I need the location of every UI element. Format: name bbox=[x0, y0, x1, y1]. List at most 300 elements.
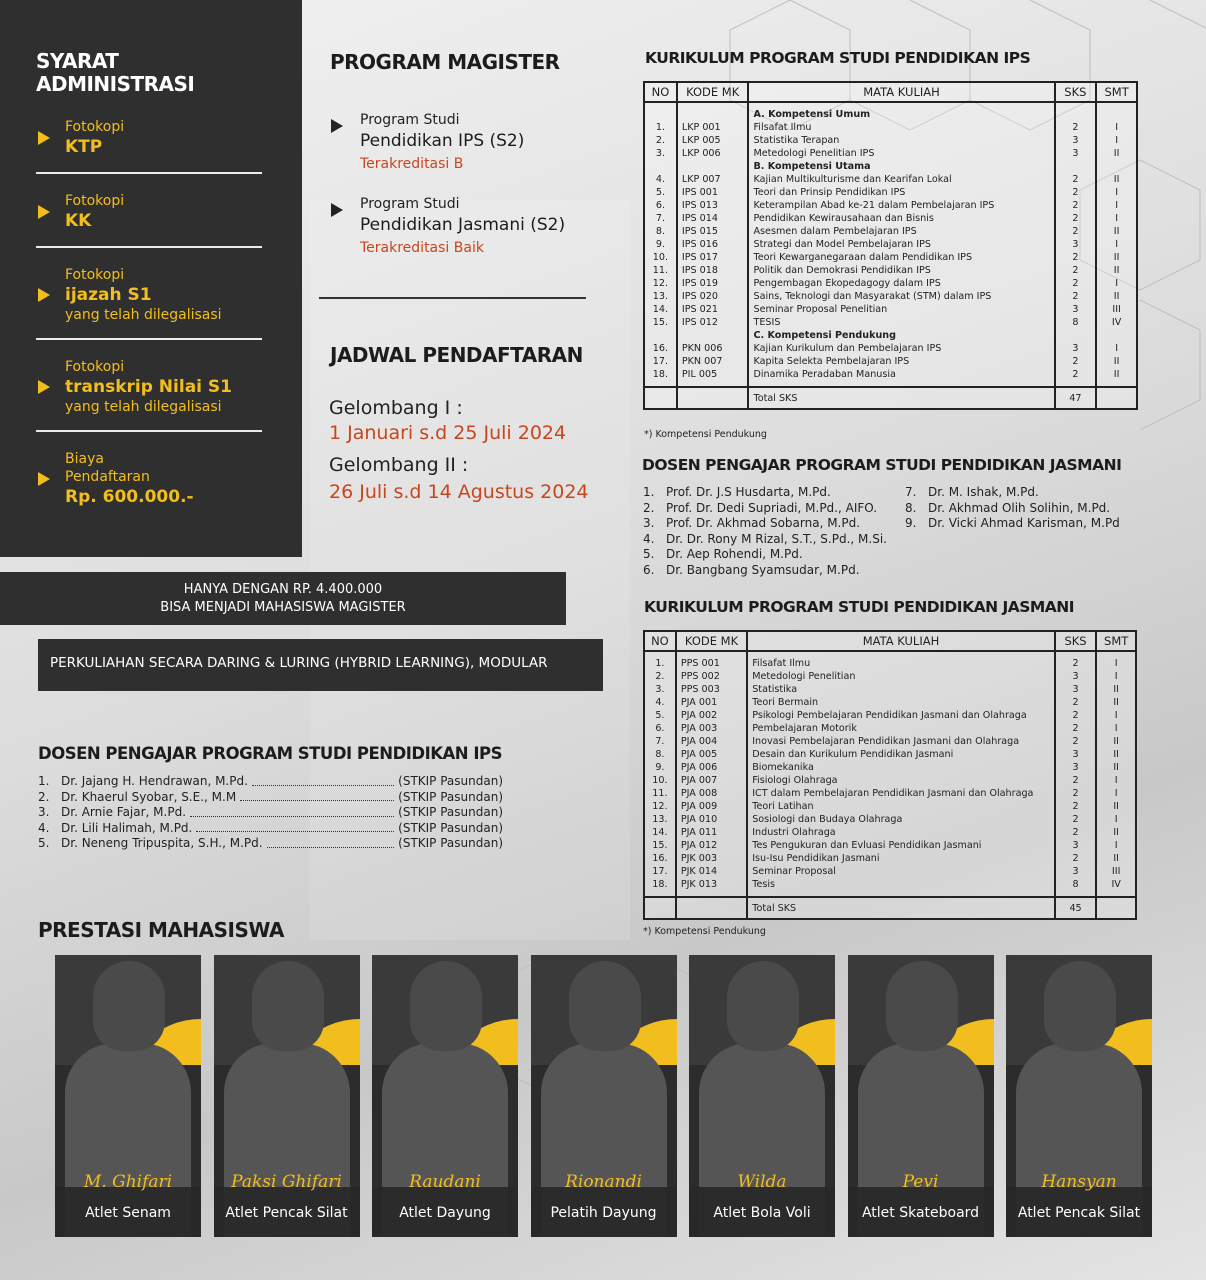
dosen-affiliation: (STKIP Pasundan) bbox=[398, 789, 503, 804]
cell-kode: PJA 011 bbox=[676, 826, 747, 839]
dosen-name: Dr. Bangbang Syamsudar, M.Pd. bbox=[666, 562, 860, 577]
cell-kode: PJA 012 bbox=[676, 839, 747, 852]
athlete-head-photo bbox=[252, 961, 324, 1051]
arrow-right-icon bbox=[38, 380, 50, 394]
total-label: Total SKS bbox=[748, 387, 1054, 409]
hybrid-banner: PERKULIAHAN SECARA DARING & LURING (HYBRID LEARNING), MODULAR bbox=[38, 639, 603, 691]
cell-sks: 2 bbox=[1055, 251, 1097, 264]
program-item-ips bbox=[331, 111, 591, 175]
table-header: KODE MK bbox=[677, 82, 749, 102]
syarat-item-line2: transkrip Nilai S1 bbox=[65, 377, 232, 397]
group-heading: A. Kompetensi Umum bbox=[748, 108, 1054, 121]
program-akreditasi: Terakreditasi Baik bbox=[360, 240, 484, 256]
prestasi-card bbox=[214, 955, 360, 1237]
dosen-name: Dr. Aep Rohendi, M.Pd. bbox=[666, 547, 803, 561]
card-name-signature: M. Ghifari bbox=[83, 1172, 173, 1192]
cell-no: 8. bbox=[644, 748, 676, 761]
cell-mata-kuliah: Tes Pengukuran dan Evluasi Pendidikan Jasmani bbox=[747, 839, 1055, 852]
total-value: 47 bbox=[1055, 387, 1097, 409]
dosen-number: 9. bbox=[905, 516, 917, 530]
cell-kode: IPS 012 bbox=[677, 316, 749, 329]
table-header: MATA KULIAH bbox=[748, 82, 1054, 102]
table-total-row bbox=[644, 387, 1137, 409]
cell-no: 7. bbox=[644, 212, 677, 225]
table-row bbox=[644, 277, 1137, 290]
kur-jas-table-wrap bbox=[643, 630, 1137, 920]
cell-no: 3. bbox=[644, 683, 676, 696]
syarat-item-line1: Biaya bbox=[65, 451, 104, 467]
arrow-right-icon bbox=[331, 119, 343, 133]
prestasi-card bbox=[531, 955, 677, 1237]
cell-empty bbox=[644, 108, 677, 121]
cell-kode: LKP 005 bbox=[677, 134, 749, 147]
kur-jas-title: KURIKULUM PROGRAM STUDI PENDIDIKAN JASMANI bbox=[644, 598, 1075, 616]
cell-sks: 2 bbox=[1055, 787, 1097, 800]
dosen-number: 8. bbox=[905, 500, 917, 515]
dosen-row bbox=[38, 821, 503, 837]
table-row bbox=[644, 290, 1137, 303]
athlete-head-photo bbox=[727, 961, 799, 1051]
table-row bbox=[644, 368, 1137, 381]
dosen-name: Prof. Dr. J.S Husdarta, M.Pd. bbox=[666, 485, 831, 499]
table-header: NO bbox=[644, 631, 676, 651]
cell-empty bbox=[677, 329, 749, 342]
table-row bbox=[644, 160, 1137, 173]
table-header: KODE MK bbox=[676, 631, 747, 651]
cell-sks: 8 bbox=[1055, 316, 1097, 329]
program-label: Program Studi bbox=[360, 112, 460, 128]
cell-kode: IPS 001 bbox=[677, 186, 749, 199]
syarat-panel bbox=[0, 0, 302, 557]
program-item-jasmani bbox=[331, 195, 591, 259]
table-header: SKS bbox=[1055, 82, 1097, 102]
cell-kode: PJA 008 bbox=[676, 787, 747, 800]
cell-no: 4. bbox=[644, 696, 676, 709]
dosen-row bbox=[38, 774, 503, 790]
cell-mata-kuliah: Politik dan Demokrasi Pendidikan IPS bbox=[748, 264, 1054, 277]
cell-sks: 3 bbox=[1055, 147, 1097, 160]
cell-sks: 3 bbox=[1055, 303, 1097, 316]
table-row bbox=[644, 199, 1137, 212]
syarat-item-line2: Pendaftaran bbox=[65, 469, 150, 485]
dosen-row bbox=[643, 532, 905, 548]
cell-no: 5. bbox=[644, 709, 676, 722]
cell-sks: 2 bbox=[1055, 225, 1097, 238]
dosen-name: Dr. Arnie Fajar, M.Pd. bbox=[61, 805, 187, 819]
jadwal-title: JADWAL PENDAFTARAN bbox=[330, 343, 583, 367]
cell-empty bbox=[1055, 329, 1097, 342]
cell-mata-kuliah: Kajian Multikulturisme dan Kearifan Lokal bbox=[748, 173, 1054, 186]
table-row bbox=[644, 657, 1136, 670]
syarat-item-line1: Fotokopi bbox=[65, 119, 125, 135]
cell-smt: I bbox=[1096, 722, 1136, 735]
syarat-item-line2: KTP bbox=[65, 137, 103, 157]
cell-kode: PJA 002 bbox=[676, 709, 747, 722]
cell-sks: 3 bbox=[1055, 865, 1097, 878]
dosen-number: 1. bbox=[643, 485, 655, 499]
card-name-signature: Wilda bbox=[737, 1172, 787, 1192]
cell-empty bbox=[1096, 108, 1137, 121]
cell-no: 10. bbox=[644, 774, 676, 787]
athlete-head-photo bbox=[886, 961, 958, 1051]
cell-smt: IV bbox=[1096, 316, 1137, 329]
dosen-ips-title: DOSEN PENGAJAR PROGRAM STUDI PENDIDIKAN IPS bbox=[38, 744, 502, 763]
cell-mata-kuliah: Seminar Proposal bbox=[747, 865, 1055, 878]
dosen-number: 2. bbox=[38, 789, 50, 804]
cell-sks: 2 bbox=[1055, 800, 1097, 813]
cell-no: 15. bbox=[644, 316, 677, 329]
dosen-name: Dr. Akhmad Olih Solihin, M.Pd. bbox=[928, 500, 1111, 515]
card-role: Atlet Bola Voli bbox=[689, 1187, 835, 1237]
table-row bbox=[644, 108, 1137, 121]
cell-no: 10. bbox=[644, 251, 677, 264]
cell-no: 14. bbox=[644, 826, 676, 839]
table-row bbox=[644, 865, 1136, 878]
cell-sks: 2 bbox=[1055, 813, 1097, 826]
table-row bbox=[644, 852, 1136, 865]
cell-empty bbox=[1055, 160, 1097, 173]
prestasi-card bbox=[1006, 955, 1152, 1237]
price-line-1: HANYA DENGAN RP. 4.400.000 bbox=[183, 582, 383, 597]
cell-sks: 2 bbox=[1055, 173, 1097, 186]
cell-mata-kuliah: Keterampilan Abad ke-21 dalam Pembelajaran IPS bbox=[748, 199, 1054, 212]
prestasi-card bbox=[848, 955, 994, 1237]
cell-no: 17. bbox=[644, 865, 676, 878]
table-row bbox=[644, 722, 1136, 735]
dosen-row bbox=[905, 501, 1120, 517]
table-row bbox=[644, 186, 1137, 199]
dosen-number: 3. bbox=[38, 805, 50, 819]
program-label: Program Studi bbox=[360, 196, 460, 212]
syarat-item-line1: Fotokopi bbox=[65, 267, 125, 283]
table-row bbox=[644, 761, 1136, 774]
athlete-head-photo bbox=[93, 961, 165, 1051]
cell-no: 9. bbox=[644, 761, 676, 774]
cell-no: 5. bbox=[644, 186, 677, 199]
table-row bbox=[644, 238, 1137, 251]
cell-sks: 2 bbox=[1055, 368, 1097, 381]
cell-smt: II bbox=[1096, 800, 1136, 813]
dosen-row bbox=[38, 790, 503, 806]
cell-smt: I bbox=[1096, 670, 1136, 683]
table-row bbox=[644, 826, 1136, 839]
dosen-number: 6. bbox=[643, 562, 655, 577]
arrow-right-icon bbox=[331, 203, 343, 217]
athlete-head-photo bbox=[410, 961, 482, 1051]
table-row bbox=[644, 787, 1136, 800]
table-header: SMT bbox=[1096, 631, 1136, 651]
cell-smt: II bbox=[1096, 264, 1137, 277]
dosen-name: Dr. M. Ishak, M.Pd. bbox=[928, 485, 1039, 499]
cell-smt: II bbox=[1096, 251, 1137, 264]
table-row bbox=[644, 748, 1136, 761]
cell-kode: PJA 004 bbox=[676, 735, 747, 748]
cell-mata-kuliah: Isu-Isu Pendidikan Jasmani bbox=[747, 852, 1055, 865]
cell-no: 9. bbox=[644, 238, 677, 251]
dotted-leader bbox=[190, 805, 394, 817]
cell-kode: PJK 014 bbox=[676, 865, 747, 878]
cell-smt: III bbox=[1096, 303, 1137, 316]
cell-kode: PJA 003 bbox=[676, 722, 747, 735]
card-name-signature: Rionandi bbox=[565, 1172, 642, 1192]
syarat-item-line3: yang telah dilegalisasi bbox=[65, 307, 222, 323]
cell-sks: 2 bbox=[1055, 696, 1097, 709]
cell-sks: 2 bbox=[1055, 355, 1097, 368]
program-title: PROGRAM MAGISTER bbox=[330, 50, 560, 74]
prestasi-card bbox=[689, 955, 835, 1237]
cell-kode: PPS 003 bbox=[676, 683, 747, 696]
syarat-item-line3: Rp. 600.000.- bbox=[65, 487, 194, 507]
table-row bbox=[644, 212, 1137, 225]
total-label: Total SKS bbox=[747, 897, 1055, 919]
cell-empty bbox=[644, 897, 676, 919]
cell-kode: LKP 006 bbox=[677, 147, 749, 160]
dotted-leader bbox=[267, 836, 395, 848]
cell-mata-kuliah: Filsafat Ilmu bbox=[747, 657, 1055, 670]
athlete-head-photo bbox=[569, 961, 641, 1051]
dosen-name: Dr. Khaerul Syobar, S.E., M.M bbox=[61, 789, 237, 804]
dosen-row bbox=[38, 836, 503, 852]
cell-mata-kuliah: Sains, Teknologi dan Masyarakat (STM) dalam IPS bbox=[748, 290, 1054, 303]
cell-no: 13. bbox=[644, 813, 676, 826]
cell-sks: 2 bbox=[1055, 852, 1097, 865]
cell-sks: 8 bbox=[1055, 878, 1097, 891]
cell-smt: I bbox=[1096, 199, 1137, 212]
cell-mata-kuliah: Metedologi Penelitian IPS bbox=[748, 147, 1054, 160]
dosen-number: 4. bbox=[38, 820, 50, 835]
dosen-row bbox=[905, 516, 1120, 532]
cell-kode: IPS 017 bbox=[677, 251, 749, 264]
cell-sks: 3 bbox=[1055, 134, 1097, 147]
cell-kode: IPS 013 bbox=[677, 199, 749, 212]
cell-kode: IPS 016 bbox=[677, 238, 749, 251]
syarat-item-line1: Fotokopi bbox=[65, 359, 125, 375]
syarat-item bbox=[36, 262, 262, 340]
cell-mata-kuliah: Kajian Kurikulum dan Pembelajaran IPS bbox=[748, 342, 1054, 355]
cell-smt: I bbox=[1096, 657, 1136, 670]
dosen-row bbox=[38, 805, 503, 821]
table-row bbox=[644, 342, 1137, 355]
cell-mata-kuliah: Metedologi Penelitian bbox=[747, 670, 1055, 683]
cell-mata-kuliah: Pengembagan Ekopedagogy dalam IPS bbox=[748, 277, 1054, 290]
cell-no: 7. bbox=[644, 735, 676, 748]
cell-empty bbox=[1096, 897, 1136, 919]
cell-no: 6. bbox=[644, 722, 676, 735]
cell-smt: II bbox=[1096, 173, 1137, 186]
program-name: Pendidikan IPS (S2) bbox=[360, 131, 525, 151]
dosen-affiliation: (STKIP Pasundan) bbox=[398, 805, 503, 819]
syarat-item bbox=[36, 446, 262, 522]
cell-kode: PJA 001 bbox=[676, 696, 747, 709]
table-row bbox=[644, 121, 1137, 134]
cell-mata-kuliah: Seminar Proposal Penelitian bbox=[748, 303, 1054, 316]
cell-smt: II bbox=[1096, 735, 1136, 748]
table-row bbox=[644, 173, 1137, 186]
cell-smt: II bbox=[1096, 826, 1136, 839]
cell-smt: II bbox=[1096, 683, 1136, 696]
table-total-row bbox=[644, 897, 1136, 919]
cell-no: 1. bbox=[644, 121, 677, 134]
card-role: Atlet Pencak Silat bbox=[214, 1187, 360, 1237]
cell-no: 3. bbox=[644, 147, 677, 160]
cell-sks: 3 bbox=[1055, 238, 1097, 251]
cell-no: 1. bbox=[644, 657, 676, 670]
cell-mata-kuliah: Asesmen dalam Pembelajaran IPS bbox=[748, 225, 1054, 238]
cell-kode: IPS 015 bbox=[677, 225, 749, 238]
cell-sks: 3 bbox=[1055, 342, 1097, 355]
table-row bbox=[644, 709, 1136, 722]
table-row bbox=[644, 839, 1136, 852]
arrow-right-icon bbox=[38, 205, 50, 219]
cell-smt: I bbox=[1096, 709, 1136, 722]
table-row bbox=[644, 774, 1136, 787]
dosen-row bbox=[643, 547, 905, 563]
dosen-row bbox=[643, 485, 905, 501]
table-row bbox=[644, 696, 1136, 709]
cell-mata-kuliah: Psikologi Pembelajaran Pendidikan Jasmani dan Olahraga bbox=[747, 709, 1055, 722]
dosen-row bbox=[643, 501, 905, 517]
cell-sks: 2 bbox=[1055, 826, 1097, 839]
table-row bbox=[644, 147, 1137, 160]
cell-empty bbox=[677, 108, 749, 121]
arrow-right-icon bbox=[38, 131, 50, 145]
syarat-item-line2: KK bbox=[65, 211, 92, 231]
cell-smt: I bbox=[1096, 277, 1137, 290]
dosen-row bbox=[643, 516, 905, 532]
table-row bbox=[644, 264, 1137, 277]
syarat-title: SYARAT ADMINISTRASI bbox=[36, 49, 195, 96]
dosen-name: Prof. Dr. Akhmad Sobarna, M.Pd. bbox=[666, 516, 861, 530]
cell-smt: I bbox=[1096, 342, 1137, 355]
kur-jas-table bbox=[643, 630, 1137, 920]
dosen-number: 5. bbox=[643, 547, 655, 561]
dosen-name: Prof. Dr. Dedi Supriadi, M.Pd., AIFO. bbox=[666, 500, 878, 515]
card-name-signature: Hansyan bbox=[1041, 1172, 1117, 1192]
cell-smt: II bbox=[1096, 225, 1137, 238]
cell-mata-kuliah: Strategi dan Model Pembelajaran IPS bbox=[748, 238, 1054, 251]
cell-mata-kuliah: Statistika Terapan bbox=[748, 134, 1054, 147]
table-row bbox=[644, 225, 1137, 238]
gelombang-2-label: Gelombang II : bbox=[329, 454, 469, 476]
total-value: 45 bbox=[1055, 897, 1097, 919]
athlete-head-photo bbox=[1044, 961, 1116, 1051]
syarat-item bbox=[36, 188, 262, 248]
kur-ips-table-wrap bbox=[643, 81, 1138, 410]
cell-kode: PJK 003 bbox=[676, 852, 747, 865]
table-header: SMT bbox=[1096, 82, 1137, 102]
table-row bbox=[644, 355, 1137, 368]
prestasi-cards bbox=[55, 955, 1155, 1280]
cell-empty bbox=[677, 387, 749, 409]
cell-mata-kuliah: Desain dan Kurikulum Pendidikan Jasmani bbox=[747, 748, 1055, 761]
dosen-name: Dr. Neneng Tripuspita, S.H., M.Pd. bbox=[61, 836, 263, 850]
cell-mata-kuliah: Inovasi Pembelajaran Pendidikan Jasmani dan Olahraga bbox=[747, 735, 1055, 748]
prestasi-card bbox=[372, 955, 518, 1237]
cell-empty bbox=[1096, 329, 1137, 342]
cell-smt: I bbox=[1096, 787, 1136, 800]
cell-mata-kuliah: Dinamika Peradaban Manusia bbox=[748, 368, 1054, 381]
gelombang-1-label: Gelombang I : bbox=[329, 397, 463, 419]
cell-smt: I bbox=[1096, 186, 1137, 199]
cell-kode: PIL 005 bbox=[677, 368, 749, 381]
program-name: Pendidikan Jasmani (S2) bbox=[360, 215, 566, 235]
cell-smt: II bbox=[1096, 355, 1137, 368]
cell-empty bbox=[1096, 387, 1137, 409]
syarat-item-line2: ijazah S1 bbox=[65, 285, 152, 305]
cell-kode: LKP 007 bbox=[677, 173, 749, 186]
cell-smt: II bbox=[1096, 147, 1137, 160]
cell-no: 14. bbox=[644, 303, 677, 316]
cell-smt: II bbox=[1096, 696, 1136, 709]
dosen-ips-list bbox=[38, 774, 503, 852]
cell-smt: I bbox=[1096, 774, 1136, 787]
dosen-name: Dr. Vicki Ahmad Karisman, M.Pd bbox=[928, 516, 1120, 530]
cell-empty bbox=[677, 160, 749, 173]
cell-kode: PJA 009 bbox=[676, 800, 747, 813]
cell-mata-kuliah: Pendidikan Kewirausahaan dan Bisnis bbox=[748, 212, 1054, 225]
syarat-item bbox=[36, 114, 262, 174]
cell-sks: 2 bbox=[1055, 212, 1097, 225]
arrow-right-icon bbox=[38, 472, 50, 486]
cell-smt: II bbox=[1096, 761, 1136, 774]
cell-empty bbox=[1096, 160, 1137, 173]
cell-mata-kuliah: ICT dalam Pembelajaran Pendidikan Jasmani dan Olahraga bbox=[747, 787, 1055, 800]
dosen-jas-col-2 bbox=[905, 485, 1120, 578]
cell-kode: PJA 005 bbox=[676, 748, 747, 761]
card-role: Pelatih Dayung bbox=[531, 1187, 677, 1237]
cell-empty bbox=[676, 897, 747, 919]
cell-smt: I bbox=[1096, 813, 1136, 826]
cell-smt: I bbox=[1096, 238, 1137, 251]
cell-no: 12. bbox=[644, 277, 677, 290]
table-row bbox=[644, 735, 1136, 748]
cell-no: 18. bbox=[644, 368, 677, 381]
table-header: SKS bbox=[1055, 631, 1097, 651]
gelombang-2-date: 26 Juli s.d 14 Agustus 2024 bbox=[329, 481, 589, 503]
dosen-name: Dr. Jajang H. Hendrawan, M.Pd. bbox=[61, 774, 248, 788]
arrow-right-icon bbox=[38, 288, 50, 302]
cell-sks: 3 bbox=[1055, 748, 1097, 761]
table-row bbox=[644, 329, 1137, 342]
cell-mata-kuliah: Statistika bbox=[747, 683, 1055, 696]
cell-empty bbox=[644, 387, 677, 409]
cell-no: 12. bbox=[644, 800, 676, 813]
cell-no: 18. bbox=[644, 878, 676, 891]
card-name-signature: Raudani bbox=[409, 1172, 481, 1192]
cell-smt: II bbox=[1096, 290, 1137, 303]
cell-smt: I bbox=[1096, 121, 1137, 134]
cell-kode: IPS 018 bbox=[677, 264, 749, 277]
group-heading: C. Kompetensi Pendukung bbox=[748, 329, 1054, 342]
cell-smt: III bbox=[1096, 865, 1136, 878]
card-name-signature: Paksi Ghifari bbox=[231, 1172, 342, 1192]
cell-mata-kuliah: Kapita Selekta Pembelajaran IPS bbox=[748, 355, 1054, 368]
prestasi-title: PRESTASI MAHASISWA bbox=[38, 918, 284, 942]
program-akreditasi: Terakreditasi B bbox=[360, 156, 464, 172]
table-row bbox=[644, 134, 1137, 147]
cell-sks: 2 bbox=[1055, 657, 1097, 670]
card-role: Atlet Pencak Silat bbox=[1006, 1187, 1152, 1237]
dosen-row bbox=[643, 563, 905, 579]
cell-kode: IPS 014 bbox=[677, 212, 749, 225]
cell-sks: 2 bbox=[1055, 277, 1097, 290]
section-divider bbox=[319, 297, 586, 299]
cell-empty bbox=[644, 160, 677, 173]
cell-mata-kuliah: Filsafat Ilmu bbox=[748, 121, 1054, 134]
dosen-number: 1. bbox=[38, 774, 50, 788]
cell-kode: PJA 007 bbox=[676, 774, 747, 787]
dosen-affiliation: (STKIP Pasundan) bbox=[398, 820, 503, 835]
